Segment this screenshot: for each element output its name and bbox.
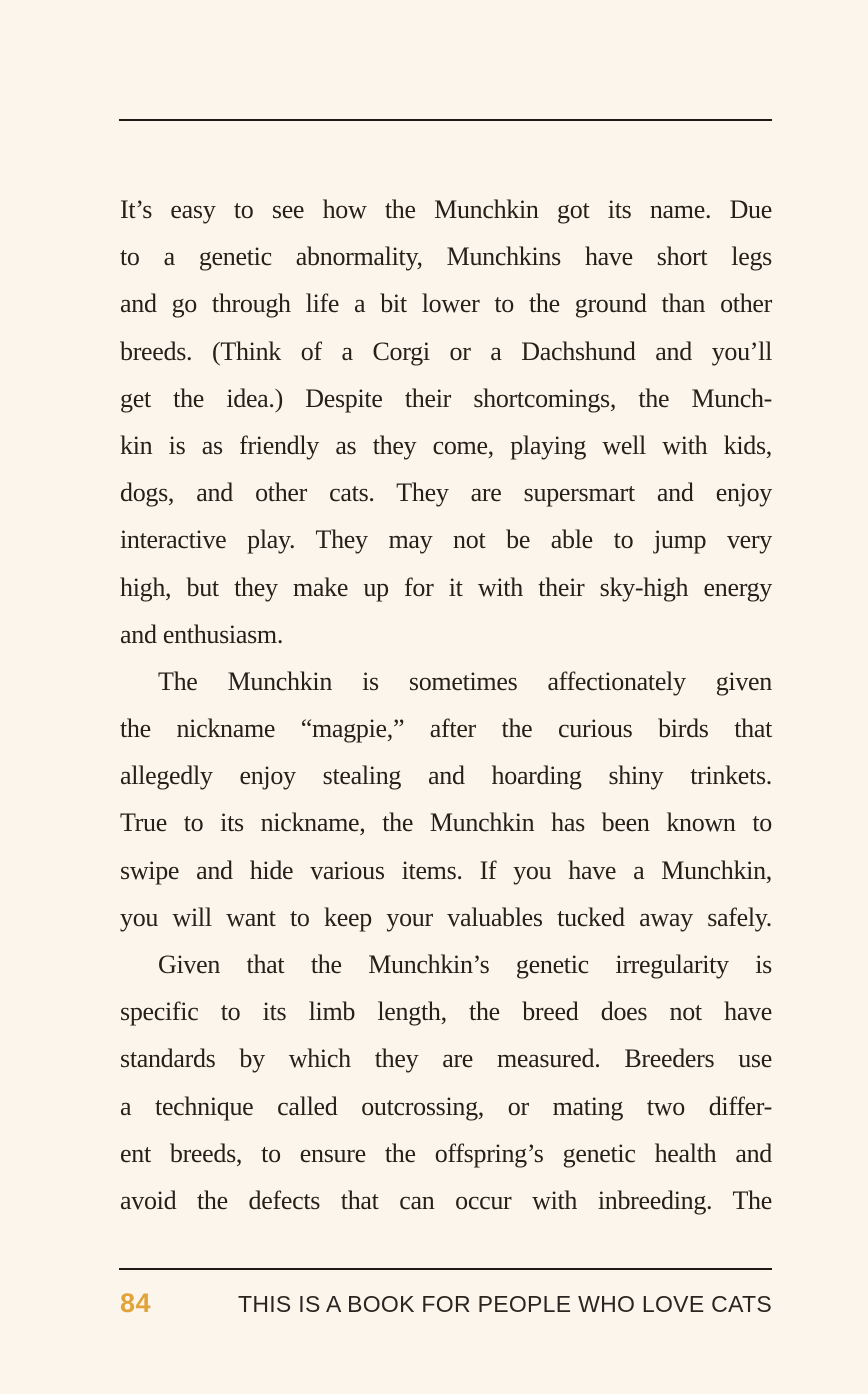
text-line: avoid the defects that can occur with inbreeding. The <box>120 1185 772 1215</box>
text-line: dogs, and other cats. They are supersmart and enjoy <box>120 478 772 508</box>
text-line: True to its nickname, the Munchkin has been known to <box>120 808 772 838</box>
text-line: a technique called outcrossing, or mating two differ- <box>120 1091 772 1121</box>
running-title: THIS IS A BOOK FOR PEOPLE WHO LOVE CATS <box>237 1291 772 1317</box>
text-line: you will want to keep your valuables tucked away safely. <box>120 902 772 932</box>
bottom-rule <box>119 1268 772 1270</box>
text-line: and enthusiasm. <box>120 619 284 649</box>
page-number: 84 <box>120 1288 152 1318</box>
text-line: get the idea.) Despite their shortcomings, the Munch- <box>120 383 772 413</box>
page-footer <box>120 1288 772 1319</box>
text-line: The Munchkin is sometimes affectionately given <box>158 666 772 696</box>
text-line: It’s easy to see how the Munchkin got its name. Due <box>120 195 772 224</box>
text-line: specific to its limb length, the breed does not have <box>120 997 772 1027</box>
body-text <box>120 186 772 1224</box>
text-line: breeds. (Think of a Corgi or a Dachshund and you’ll <box>120 336 772 366</box>
text-line: kin is as friendly as they come, playing well with kids, <box>120 430 772 460</box>
text-line: high, but they make up for it with their sky-high energy <box>120 572 772 602</box>
text-line: Given that the Munchkin’s genetic irregularity is <box>158 950 772 979</box>
text-line: standards by which they are measured. Breeders use <box>120 1044 772 1074</box>
text-line: and go through life a bit lower to the ground than other <box>120 289 772 319</box>
text-line: the nickname “magpie,” after the curious birds that <box>120 714 772 744</box>
text-line: allegedly enjoy stealing and hoarding shiny trinkets. <box>120 761 772 791</box>
text-line: to a genetic abnormality, Munchkins have short legs <box>120 242 772 272</box>
text-line: ent breeds, to ensure the offspring’s genetic health and <box>120 1138 772 1168</box>
top-rule <box>119 119 772 121</box>
text-line: interactive play. They may not be able to jump very <box>120 525 772 555</box>
text-line: swipe and hide various items. If you have a Munchkin, <box>120 855 772 885</box>
